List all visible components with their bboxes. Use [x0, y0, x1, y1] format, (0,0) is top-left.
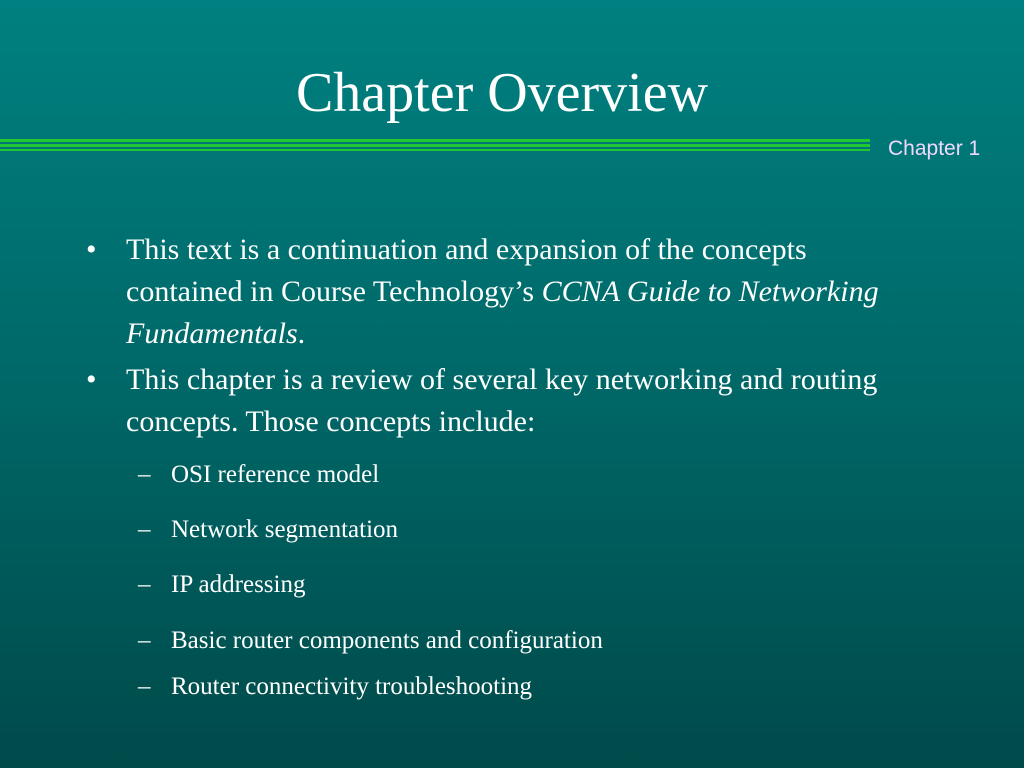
sub-bullet-text: OSI reference model: [171, 461, 380, 488]
sub-bullet-marker: –: [138, 673, 151, 700]
sub-bullet-marker: –: [138, 516, 151, 543]
book-title: CCNA Guide to Networking Fundamentals: [126, 275, 879, 350]
bullet-marker: •: [86, 233, 97, 266]
bullet-item: [86, 229, 916, 359]
slide-title: Chapter Overview: [295, 62, 709, 124]
bullet-item: [86, 359, 916, 449]
bullet-text-end: .: [297, 317, 306, 350]
bullet-text: [126, 229, 916, 355]
sub-bullet-text: Router connectivity troubleshooting: [171, 673, 533, 700]
sub-bullet-marker: –: [138, 571, 151, 598]
bullet-marker: •: [86, 363, 97, 396]
sub-bullet-marker: –: [138, 461, 151, 488]
title-divider: [0, 138, 870, 152]
divider-line: [0, 144, 870, 147]
chapter-label: Chapter 1: [888, 137, 981, 160]
sub-bullet-text: Basic router components and configuration: [171, 627, 603, 654]
sub-bullet-marker: –: [138, 627, 151, 654]
bullet-text: This chapter is a review of several key networking and routing concepts. Those concepts include:: [126, 363, 878, 438]
sub-bullet-text: Network segmentation: [171, 516, 399, 543]
sub-bullet-text: IP addressing: [171, 571, 306, 598]
divider-line: [0, 139, 870, 142]
bullet-text-plain: This text is a continuation and expansion of the concepts contained in Course Technology’s: [126, 233, 807, 308]
divider-line: [0, 149, 870, 151]
